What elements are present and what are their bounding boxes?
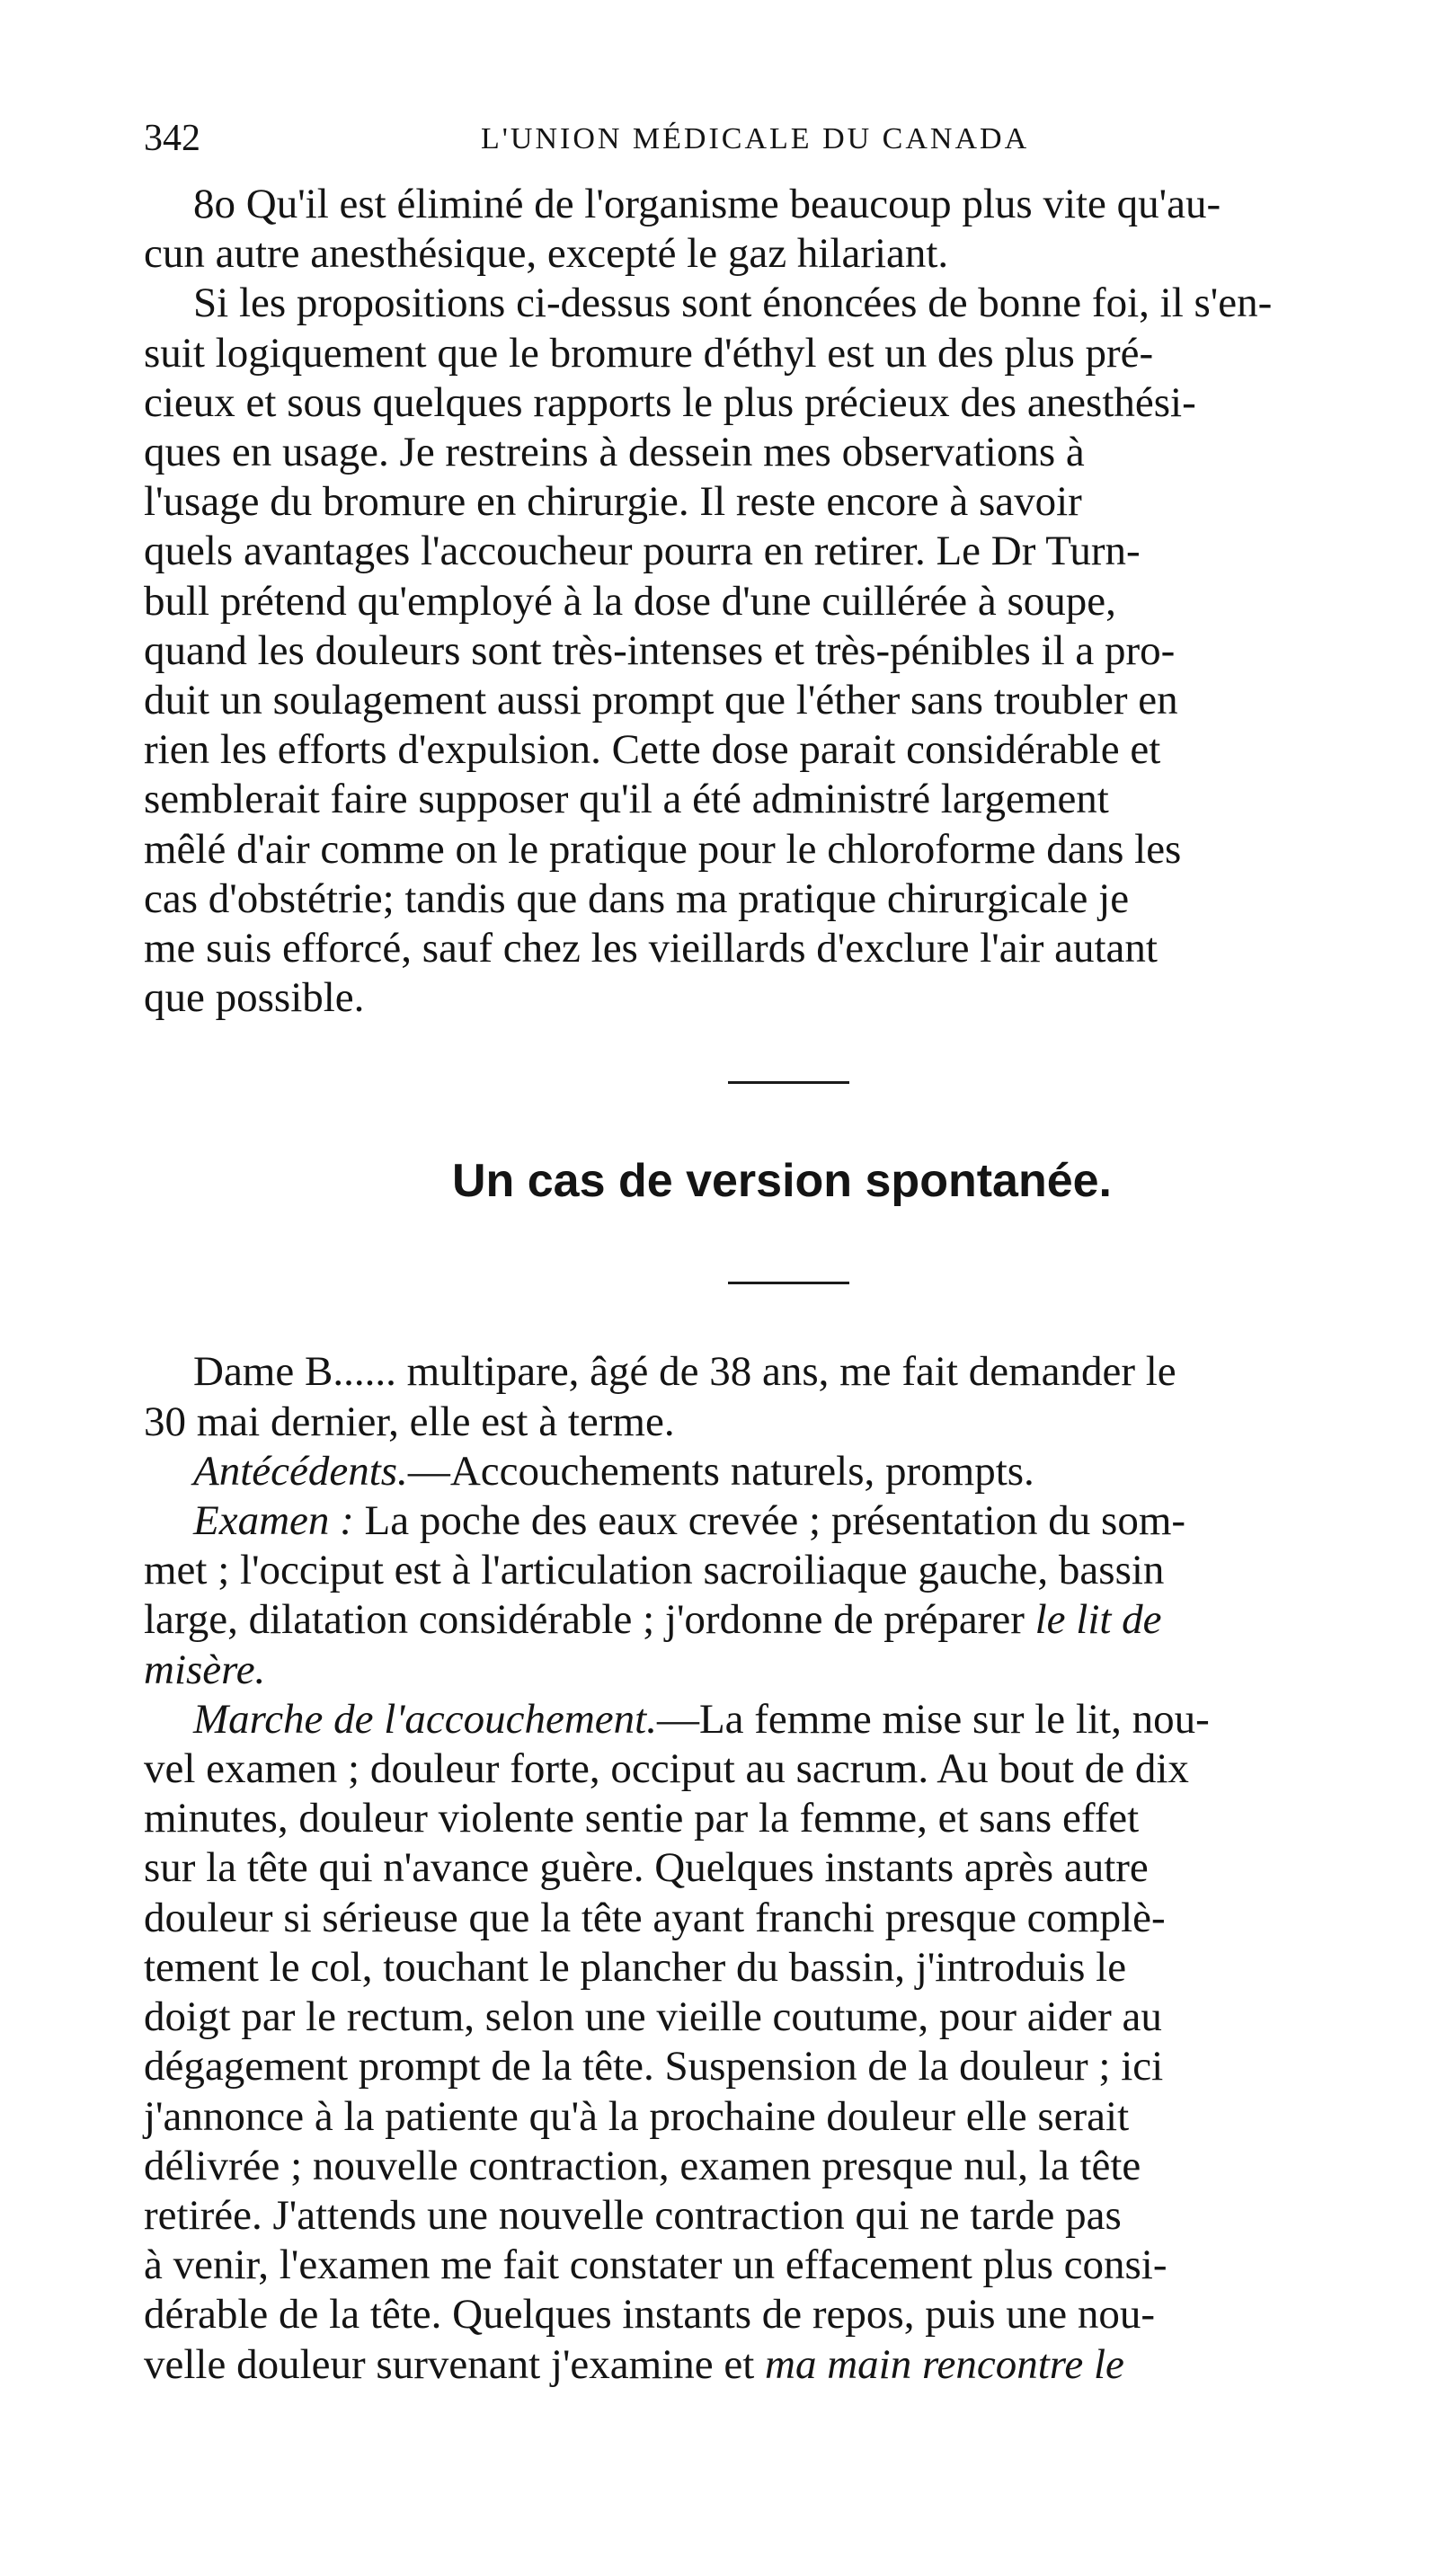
marche-text: velle douleur survenant j'examine et <box>144 2340 766 2388</box>
examen-italic: misère. <box>144 1646 266 1693</box>
text-line: met ; l'occiput est à l'articulation sacroiliaque gauche, bassin <box>144 1547 1165 1594</box>
text-line <box>144 1595 1402 1645</box>
paragraph-examen <box>144 1496 1402 1695</box>
text-line: mêlé d'air comme on le pratique pour le chloroforme dans les <box>144 825 1182 873</box>
text-line: doigt par le rectum, selon une vieille coutume, pour aider au <box>144 1993 1162 2041</box>
examen-text: La poche des eaux crevée ; présentation du som- <box>353 1497 1186 1545</box>
page-number: 342 <box>144 118 200 159</box>
text-line: bull prétend qu'employé à la dose d'une cuillérée à soupe, <box>144 577 1116 625</box>
text-line: me suis efforcé, sauf chez les vieillards d'exclure l'air autant <box>144 925 1158 972</box>
text-line: Dame B...... multipare, âgé de 38 ans, me fait demander le <box>193 1348 1176 1396</box>
text-line: tement le col, touchant le plancher du bassin, j'introduis le <box>144 1943 1127 1991</box>
text-line: cun autre anesthésique, excepté le gaz hilariant. <box>144 230 949 278</box>
paragraph-marche <box>144 1695 1402 2390</box>
text-line: semblerait faire supposer qu'il a été administré largement <box>144 776 1109 823</box>
book-page <box>144 117 1402 2390</box>
text-line <box>144 1447 1402 1496</box>
examen-label: Examen : <box>193 1497 354 1545</box>
section-divider-top <box>728 1081 849 1084</box>
text-line: quels avantages l'accoucheur pourra en retirer. Le Dr Turn- <box>144 528 1141 575</box>
paragraph-8o <box>144 180 1402 279</box>
marche-text: —La femme mise sur le lit, nou- <box>656 1695 1210 1743</box>
text-line: vel examen ; douleur forte, occiput au sacrum. Au bout de dix <box>144 1745 1189 1793</box>
text-line <box>144 1695 1402 1744</box>
journal-title: L'UNION MÉDICALE DU CANADA <box>481 122 1030 155</box>
text-line: douleur si sérieuse que la tête ayant franchi presque complè- <box>144 1894 1166 1941</box>
paragraph-propositions <box>144 279 1402 1023</box>
case-report <box>144 1347 1402 2389</box>
text-line <box>144 1496 1402 1546</box>
examen-italic: le lit de <box>1034 1596 1162 1644</box>
paragraph-case-intro <box>144 1347 1402 1446</box>
text-line: délivrée ; nouvelle contraction, examen presque nul, la tête <box>144 2142 1141 2189</box>
text-line: rien les efforts d'expulsion. Cette dose parait considérable et <box>144 726 1161 774</box>
marche-italic: ma main rencontre le <box>765 2340 1124 2388</box>
text-line: l'usage du bromure en chirurgie. Il reste encore à savoir <box>144 478 1082 526</box>
text-line: 30 mai dernier, elle est à terme. <box>144 1398 675 1445</box>
text-line: j'annonce à la patiente qu'à la prochaine douleur elle serait <box>144 2092 1130 2140</box>
section-divider-bottom <box>728 1282 849 1284</box>
text-line <box>144 1646 1402 1695</box>
text-line: cas d'obstétrie; tandis que dans ma pratique chirurgicale je <box>144 874 1130 922</box>
text-line: suit logiquement que le bromure d'éthyl est un des plus pré- <box>144 329 1154 377</box>
examen-text: large, dilatation considérable ; j'ordonne de préparer <box>144 1596 1035 1644</box>
text-line: que possible. <box>144 974 365 1022</box>
text-line: dégagement prompt de la tête. Suspension de la douleur ; ici <box>144 2043 1164 2090</box>
antecedents-text: —Accouchements naturels, prompts. <box>407 1447 1034 1495</box>
text-line: 8o Qu'il est éliminé de l'organisme beaucoup plus vite qu'au- <box>193 181 1221 227</box>
text-line: minutes, douleur violente sentie par la femme, et sans effet <box>144 1795 1140 1842</box>
marche-label: Marche de l'accouchement. <box>193 1695 657 1743</box>
text-line <box>144 2340 1402 2390</box>
text-line: quand les douleurs sont très-intenses et très-pénibles il a pro- <box>144 626 1176 674</box>
running-header <box>144 117 1402 180</box>
paragraph-antecedents <box>144 1447 1402 1496</box>
section-heading: Un cas de version spontanée. <box>451 1155 1113 1208</box>
text-line: ques en usage. Je restreins à dessein mes observations à <box>144 429 1085 476</box>
text-line: retirée. J'attends une nouvelle contraction qui ne tarde pas <box>144 2191 1122 2239</box>
text-line: à venir, l'examen me fait constater un effacement plus consi- <box>144 2241 1167 2289</box>
text-line: sur la tête qui n'avance guère. Quelques instants après autre <box>144 1844 1149 1892</box>
text-line: duit un soulagement aussi prompt que l'éther sans troubler en <box>144 677 1178 724</box>
text-line: Si les propositions ci-dessus sont énoncées de bonne foi, il s'en- <box>193 280 1273 327</box>
antecedents-label: Antécédents. <box>193 1447 408 1495</box>
text-line: cieux et sous quelques rapports le plus précieux des anesthési- <box>144 378 1196 426</box>
text-line: dérable de la tête. Quelques instants de repos, puis une nou- <box>144 2291 1156 2339</box>
